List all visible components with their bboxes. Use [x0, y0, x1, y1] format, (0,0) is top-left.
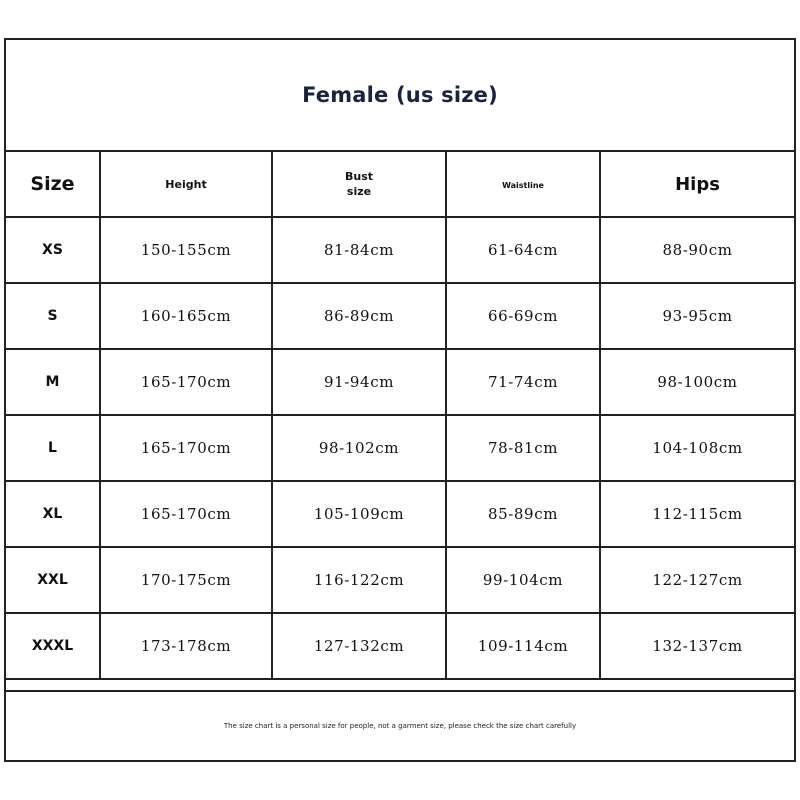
hips-cell: 98-100cm — [600, 349, 794, 415]
size-table — [6, 152, 794, 680]
height-cell: 165-170cm — [100, 349, 272, 415]
waist-cell: 99-104cm — [446, 547, 600, 613]
size-cell: XS — [6, 217, 100, 283]
bust-cell: 81-84cm — [272, 217, 446, 283]
size-cell: XXXL — [6, 613, 100, 679]
header-bust-line2: size — [346, 185, 372, 198]
waist-cell: 78-81cm — [446, 415, 600, 481]
table-row — [6, 547, 794, 613]
header-bust — [272, 152, 446, 217]
table-row — [6, 481, 794, 547]
hips-cell: 88-90cm — [600, 217, 794, 283]
header-size: Size — [6, 152, 100, 217]
table-row — [6, 415, 794, 481]
table-row — [6, 349, 794, 415]
page-title: Female (us size) — [302, 83, 498, 107]
table-row — [6, 283, 794, 349]
waist-cell: 109-114cm — [446, 613, 600, 679]
hips-cell: 104-108cm — [600, 415, 794, 481]
note-row — [6, 690, 794, 760]
hips-cell: 122-127cm — [600, 547, 794, 613]
title-row — [6, 40, 794, 152]
size-cell: XL — [6, 481, 100, 547]
bust-cell: 86-89cm — [272, 283, 446, 349]
header-hips: Hips — [600, 152, 794, 217]
hips-cell: 132-137cm — [600, 613, 794, 679]
height-cell: 150-155cm — [100, 217, 272, 283]
waist-cell: 66-69cm — [446, 283, 600, 349]
hips-cell: 112-115cm — [600, 481, 794, 547]
height-cell: 165-170cm — [100, 415, 272, 481]
table-row — [6, 217, 794, 283]
size-note: The size chart is a personal size for people, not a garment size, please check the size chart carefully — [223, 722, 577, 730]
size-cell: L — [6, 415, 100, 481]
bust-cell: 105-109cm — [272, 481, 446, 547]
bust-cell: 127-132cm — [272, 613, 446, 679]
height-cell: 173-178cm — [100, 613, 272, 679]
size-cell: XXL — [6, 547, 100, 613]
header-bust-line1: Bust — [344, 170, 374, 183]
height-cell: 165-170cm — [100, 481, 272, 547]
height-cell: 160-165cm — [100, 283, 272, 349]
height-cell: 170-175cm — [100, 547, 272, 613]
header-row — [6, 152, 794, 217]
size-chart-frame — [4, 38, 796, 762]
header-waistline: Waistline — [446, 152, 600, 217]
bust-cell: 98-102cm — [272, 415, 446, 481]
header-height: Height — [100, 152, 272, 217]
waist-cell: 61-64cm — [446, 217, 600, 283]
size-cell: M — [6, 349, 100, 415]
waist-cell: 85-89cm — [446, 481, 600, 547]
hips-cell: 93-95cm — [600, 283, 794, 349]
table-row — [6, 613, 794, 679]
waist-cell: 71-74cm — [446, 349, 600, 415]
bust-cell: 91-94cm — [272, 349, 446, 415]
size-cell: S — [6, 283, 100, 349]
bust-cell: 116-122cm — [272, 547, 446, 613]
